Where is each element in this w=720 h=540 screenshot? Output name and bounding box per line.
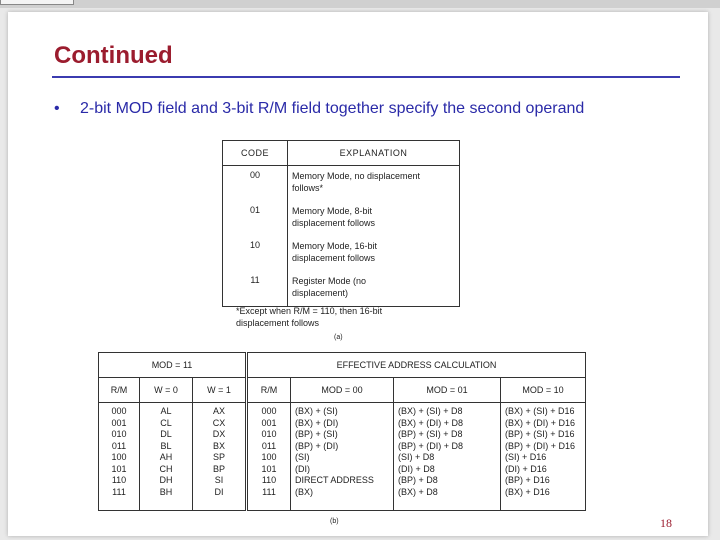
top-tab [0, 0, 74, 5]
explanation-line: Memory Mode, 16-bit [292, 241, 378, 251]
title-rule [52, 76, 680, 78]
mod-explanation [288, 201, 460, 236]
w1-column: AX CX DX BX SP BP SI DI [193, 403, 247, 511]
col-header-w1: W = 1 [193, 378, 247, 403]
mod-table-header-explanation: EXPLANATION [288, 141, 460, 166]
mod-code: 01 [223, 201, 288, 236]
col-header-rm2: R/M [247, 378, 291, 403]
table-row [223, 236, 460, 271]
mod-code: 10 [223, 236, 288, 271]
mod-code: 00 [223, 166, 288, 202]
mod01-column: (BX) + (SI) + D8 (BX) + (DI) + D8 (BP) + (SI) + D8 (BP) + (DI) + D8 (SI) + D8 (DI) + D8 (BP) + D8 (BX) + D8 [394, 403, 501, 511]
bullet-symbol: • [54, 100, 60, 117]
explanation-line: Register Mode (no [292, 276, 367, 286]
col-header-mod01: MOD = 01 [394, 378, 501, 403]
mod-explanation [288, 236, 460, 271]
table-row [223, 166, 460, 202]
caption-b: (b) [330, 518, 339, 525]
bullet-text: 2-bit MOD field and 3-bit R/M field together specify the second operand [80, 100, 585, 117]
explanation-line: displacement follows [292, 218, 376, 228]
col-header-mod00: MOD = 00 [291, 378, 394, 403]
col-header-mod10: MOD = 10 [501, 378, 586, 403]
explanation-line: follows* [292, 183, 324, 193]
col-header-w0: W = 0 [140, 378, 193, 403]
slide-title: Continued [54, 42, 173, 69]
mod-code: 11 [223, 271, 288, 307]
w0-column: AL CL DL BL AH CH DH BH [140, 403, 193, 511]
rm2-column: 000 001 010 011 100 101 110 111 [247, 403, 291, 511]
mod-explanation [288, 271, 460, 307]
mod-table-footnote [236, 305, 456, 329]
explanation-line: displacement follows [292, 253, 376, 263]
mod-table-header-code: CODE [223, 141, 288, 166]
table-row [223, 201, 460, 236]
explanation-line: displacement) [292, 288, 349, 298]
mod00-column: (BX) + (SI) (BX) + (DI) (BP) + (SI) (BP) + (DI) (SI) (DI) DIRECT ADDRESS (BX) [291, 403, 394, 511]
footnote-line: *Except when R/M = 110, then 16-bit [236, 306, 383, 316]
mod-table [222, 140, 460, 307]
explanation-line: Memory Mode, 8-bit [292, 206, 373, 216]
page-number: 18 [660, 516, 672, 530]
group-header-eac: EFFECTIVE ADDRESS CALCULATION [247, 353, 586, 378]
explanation-line: Memory Mode, no displacement [292, 171, 421, 181]
footnote-line: displacement follows [236, 318, 320, 328]
top-strip [0, 0, 720, 8]
rm-column: 000 001 010 011 100 101 110 111 [99, 403, 140, 511]
col-header-rm: R/M [99, 378, 140, 403]
mod10-column: (BX) + (SI) + D16 (BX) + (DI) + D16 (BP) + (SI) + D16 (BP) + (DI) + D16 (SI) + D16 (DI) + D16 (BP) + D16 (BX) + D16 [501, 403, 586, 511]
table-row [223, 271, 460, 307]
slide [8, 12, 708, 536]
effective-address-table [98, 352, 586, 511]
group-header-mod11: MOD = 11 [99, 353, 247, 378]
mod-explanation [288, 166, 460, 202]
caption-a: (a) [334, 334, 343, 341]
table-row [99, 403, 586, 511]
